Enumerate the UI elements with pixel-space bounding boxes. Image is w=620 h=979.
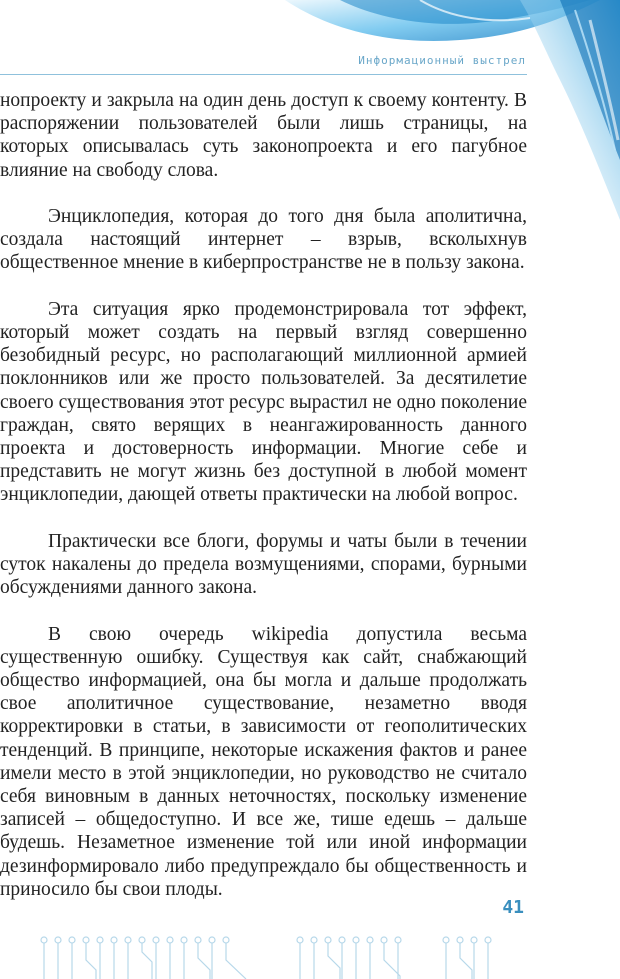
page-number: 41 [502,897,524,918]
paragraph-5: В свою очередь wikipedia допустила весьма существенную ошибку. Существуя как сайт, снабжающий общество информацией, она бы могла и дальше продолжать свое аполитичное существование, незаметно вводя корректировки в статьи, в зависимости от геополитических тенденций. В принципе, некоторые искажения фактов и ранее имели место в этой энциклопедии, но руководство не считало себя виновным в данных неточностях, поскольку изменение записей – общедоступно. И все же, тише едешь – дальше будешь. Незаметное изменение той или иной информации дезинформировало либо предупреждало бы общественность и приносило бы свои плоды. [0,623,527,900]
header-divider [0,74,527,75]
running-header-title: Информационный выстрел [358,54,526,67]
circuit-pattern-decoration [0,930,620,979]
paragraph-4: Практически все блоги, форумы и чаты были в течении суток накалены до предела возмущениями, спорами, бурными обсуждениями данного закона. [0,530,527,599]
paragraph-2: Энциклопедия, которая до того дня была аполитична, создала настоящий интернет – взрыв, всколыхнув общественное мнение в киберпространстве не в пользу закона. [0,206,527,274]
paragraph-3: Эта ситуация ярко продемонстрировала тот эффект, который может создать на первый взгляд совершенно безобидный ресурс, но располагающий миллионной армией поклонников или же просто пользователей. За десятилетие своего существования этот ресурс вырастил не одно поколение граждан, свято верящих в неангажированность данного проекта и достоверность информации. Многие себе и представить не могут жизнь без доступной в любой момент энциклопедии, дающей ответы практически на любой вопрос. [0,298,527,506]
paragraph-1: нопроекту и закрыла на один день доступ к своему контенту. В распоряжении пользователей были лишь страницы, на которых описывалась суть законопроекта и его пагубное влияние на свободу слова. [0,90,527,181]
body-text [0,89,527,924]
